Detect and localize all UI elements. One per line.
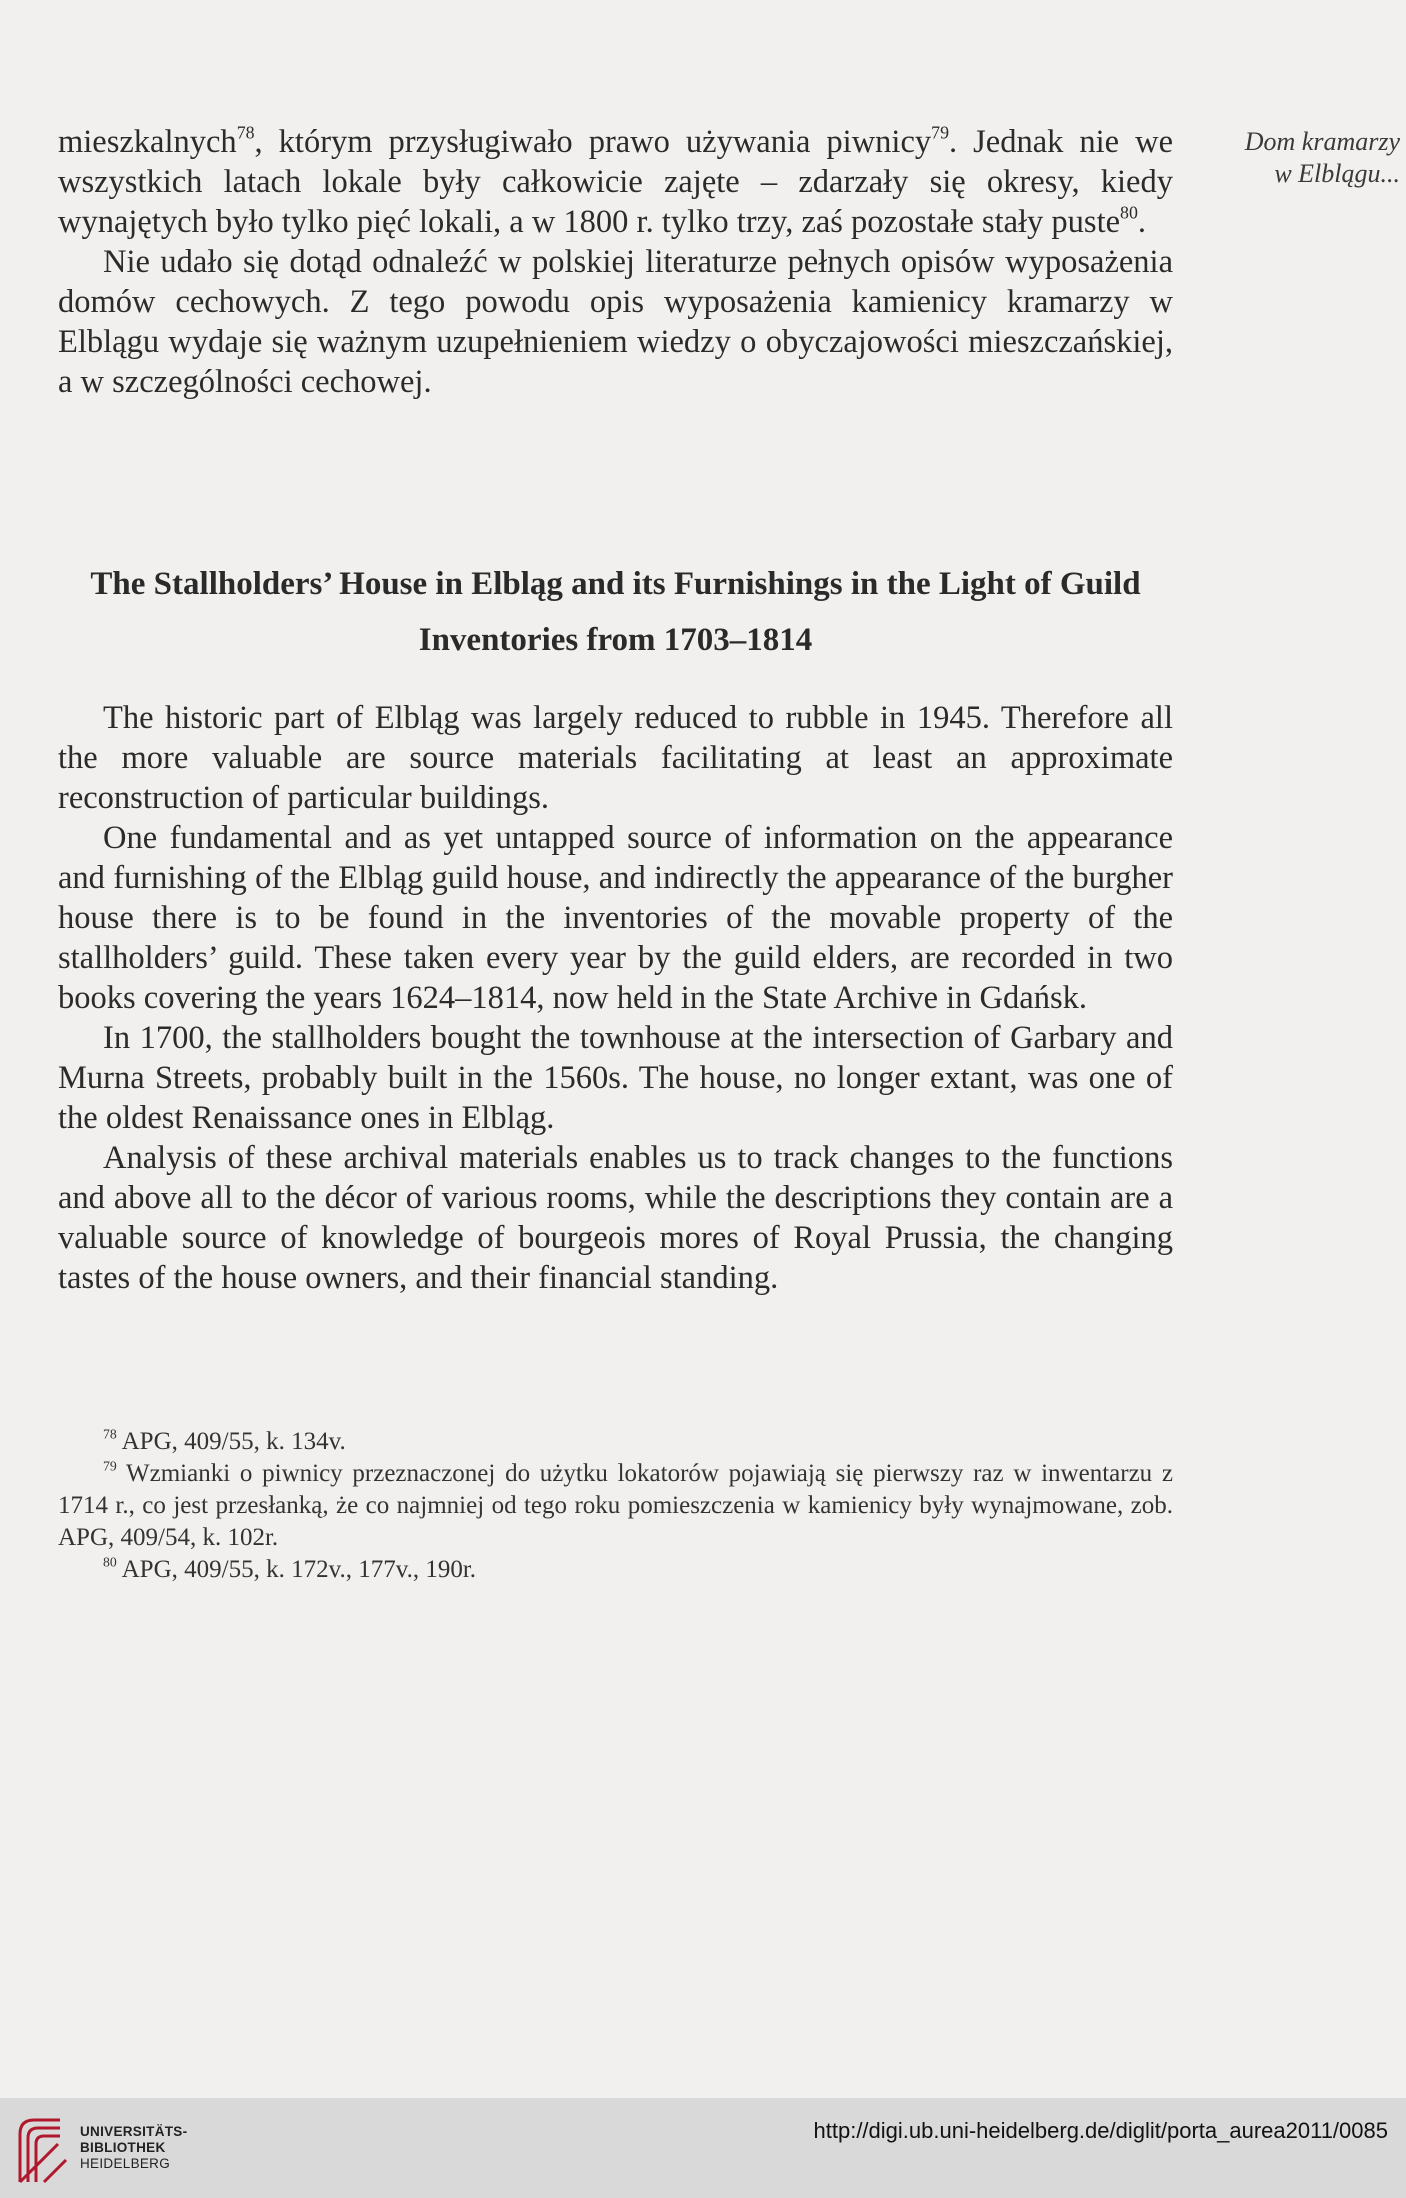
ub-heidelberg-logo-icon[interactable] — [14, 2112, 72, 2186]
polish-text-block — [58, 122, 1173, 402]
english-text-block — [58, 698, 1173, 1298]
section-heading-line-2: Inventories from 1703–1814 — [418, 622, 813, 658]
footnote-79: $^{79}$ Wzmianki o piwnicy przeznaczonej do użytku lokatorów pojawiają się pierwszy raz w inwentarzu z 1714 r., co jest przesłanką, że co najmniej od tego roku pomieszczenia w kamienicy były wynajmowane, zob. APG, 409/54, k. 102r. — [58, 1458, 1173, 1551]
footer-bar — [0, 2098, 1406, 2198]
running-margin-note — [1190, 126, 1400, 190]
footnote-80: $^{80}$ APG, 409/55, k. 172v., 177v., 190r. — [103, 1554, 477, 1583]
english-paragraph-1: The historic part of Elbląg was largely reduced to rubble in 1945. Therefore all the more valuable are source materials facilitating at least an approximate reconstruction of particular buildings. — [58, 700, 1173, 816]
english-paragraph-2: One fundamental and as yet untapped source of information on the appearance and furnishing of the Elbląg guild house, and indirectly the appearance of the burgher house there is to be found in the inventories of the movable property of the stallholders’ guild. These taken every year by the guild elders, are recorded in two books covering the years 1624–1814, now held in the State Archive in Gdańsk. — [58, 820, 1173, 1016]
library-logo-text — [80, 2124, 187, 2172]
footnote-ref-80[interactable]: 80 — [1120, 202, 1138, 223]
polish-paragraph-1: mieszkalnych$^{78}$, którym przysługiwało prawo używania piwnicy$^{79}$. Jednak nie we wszystkich latach lokale były całkowicie zajęte – zdarzały się okresy, kiedy wynajętych było tylko pięć lokali, a w 1800 r. tylko trzy, zaś pozostałe stały puste$^{80}$. — [58, 122, 1173, 240]
margin-note-line-1: Dom kramarzy — [1244, 127, 1400, 156]
footnote-ref-79[interactable]: 79 — [931, 122, 950, 143]
polish-paragraph-2: Nie udało się dotąd odnaleźć w polskiej literaturze pełnych opisów wyposażenia domów cechowych. Z tego powodu opis wyposażenia kamienicy kramarzy w Elblągu wydaje się ważnym uzupełnieniem wiedzy o obyczajowości mieszczańskiej, a w szczególności cechowej. — [58, 244, 1173, 400]
logo-line-1: UNIVERSITÄTS- — [80, 2124, 188, 2139]
logo-line-2: BIBLIOTHEK — [80, 2140, 166, 2155]
margin-note-line-2: w Elblągu... — [1274, 159, 1400, 188]
english-paragraph-3: In 1700, the stallholders bought the townhouse at the intersection of Garbary and Murna Streets, probably built in the 1560s. The house, no longer extant, was one of the oldest Renaissance ones in Elbląg. — [58, 1020, 1173, 1136]
section-heading — [58, 556, 1173, 668]
english-paragraph-4: Analysis of these archival materials enables us to track changes to the functions and above all to the décor of various rooms, while the descriptions they contain are a valuable source of knowledge of bourgeois mores of Royal Prussia, the changing tastes of the house owners, and their financial standing. — [58, 1140, 1173, 1296]
footnote-ref-78[interactable]: 78 — [236, 122, 255, 143]
footnotes-block — [58, 1426, 1173, 1586]
footnote-78: $^{78}$ APG, 409/55, k. 134v. — [103, 1426, 346, 1455]
source-url-link[interactable]: http://digi.ub.uni-heidelberg.de/diglit/porta_aurea2011/0085 — [813, 2118, 1388, 2143]
section-heading-line-1: The Stallholders’ House in Elbląg and its Furnishings in the Light of Guild — [90, 566, 1141, 602]
logo-line-3: HEIDELBERG — [80, 2156, 171, 2171]
